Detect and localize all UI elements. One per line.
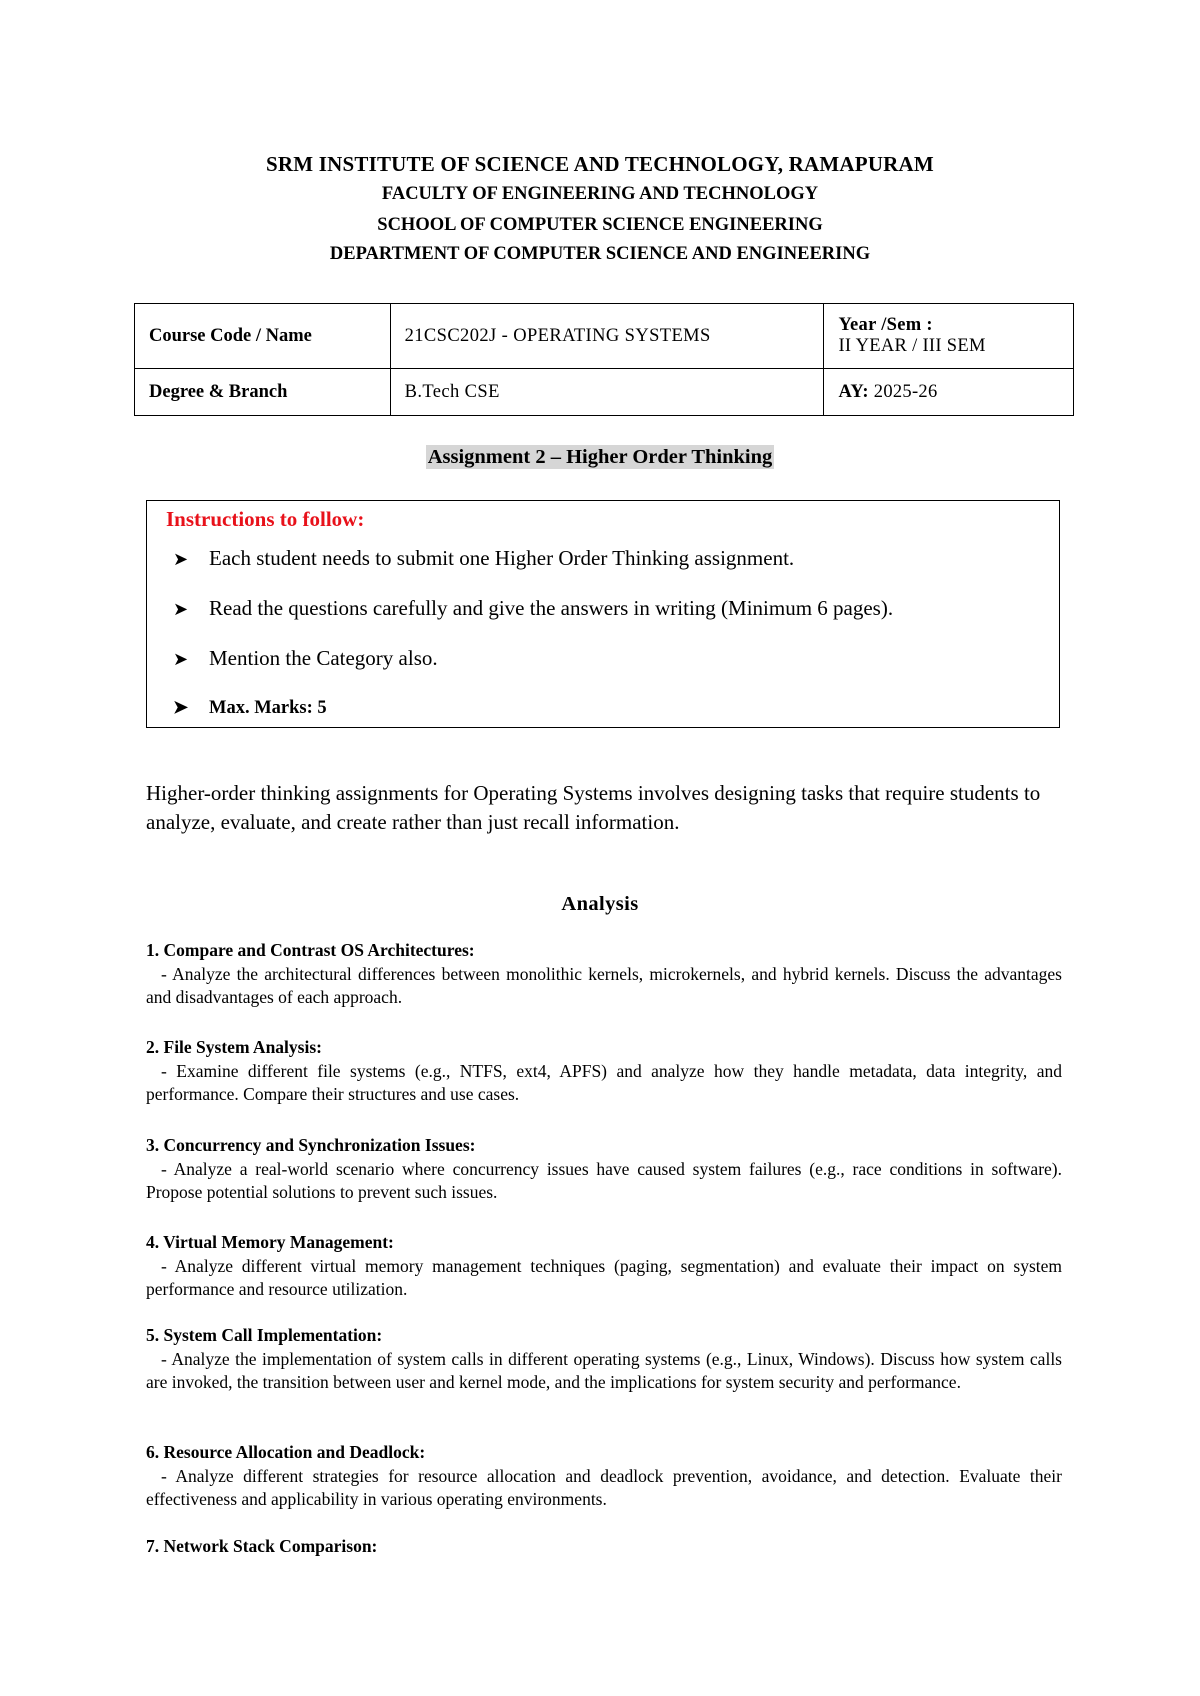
question-title: 4. Virtual Memory Management: (146, 1232, 394, 1252)
instruction-item (173, 546, 794, 571)
degree-row (135, 369, 1074, 416)
faculty-name: FACULTY OF ENGINEERING AND TECHNOLOGY (381, 184, 819, 204)
question-body: - Analyze the implementation of system calls in different operating systems (e.g., Linux, Windows). Discuss how system calls are invoked, the transition between user and kernel mode, and the implications for system security and performance. (146, 1348, 1062, 1392)
arrow-bullet-icon: ➤ (173, 649, 189, 669)
course-value: 21CSC202J - OPERATING SYSTEMS (390, 304, 824, 369)
instructions-heading: Instructions to follow: (166, 507, 365, 531)
course-row (135, 304, 1074, 369)
school-name: SCHOOL OF COMPUTER SCIENCE ENGINEERING (377, 215, 823, 235)
instruction-item (173, 596, 893, 621)
question-body: - Examine different file systems (e.g., NTFS, ext4, APFS) and analyze how they handle metadata, data integrity, and performance. Compare their structures and use cases. (146, 1060, 1062, 1104)
arrow-bullet-icon: ➤ (173, 549, 189, 569)
year-value: II YEAR / III SEM (838, 336, 986, 356)
section-title: Analysis (561, 893, 639, 915)
question-item (146, 1441, 1062, 1512)
assignment-title-block (0, 446, 1200, 469)
question-body: - Analyze the architectural differences between monolithic kernels, microkernels, and hybrid kernels. Discuss the advantages and disadvantages of each approach. (146, 963, 1062, 1007)
institute-name: SRM INSTITUTE OF SCIENCE AND TECHNOLOGY, RAMAPURAM (266, 152, 934, 176)
degree-value: B.Tech CSE (390, 369, 824, 416)
instruction-text: Read the questions carefully and give the answers in writing (Minimum 6 pages). (209, 596, 894, 620)
question-title: 5. System Call Implementation: (146, 1325, 383, 1345)
instruction-item (173, 697, 327, 719)
arrow-bullet-icon: ➤ (173, 599, 189, 619)
question-body: - Analyze a real-world scenario where concurrency issues have caused system failures (e.g., race conditions in software). Propose potential solutions to prevent such issues. (146, 1158, 1062, 1202)
question-title: 1. Compare and Contrast OS Architectures: (146, 940, 475, 960)
question-item (146, 1231, 1062, 1302)
arrow-bullet-icon: ➤ (173, 697, 189, 717)
instruction-text: Max. Marks: 5 (209, 698, 327, 718)
course-info-table (134, 303, 1074, 416)
question-title: 7. Network Stack Comparison: (146, 1536, 378, 1556)
instruction-item (173, 646, 438, 671)
course-label: Course Code / Name (135, 304, 391, 369)
question-title: 6. Resource Allocation and Deadlock: (146, 1442, 426, 1462)
year-cell (824, 304, 1074, 369)
question-item (146, 1036, 1062, 1107)
question-item (146, 1324, 1062, 1395)
question-item (146, 1535, 1062, 1559)
instructions-box (146, 500, 1060, 728)
department-name: DEPARTMENT OF COMPUTER SCIENCE AND ENGINEERING (329, 244, 871, 264)
question-title: 2. File System Analysis: (146, 1037, 322, 1057)
question-item (146, 939, 1062, 1010)
intro-paragraph: Higher-order thinking assignments for Operating Systems involves designing tasks that require students to analyze, evaluate, and create rather than just recall information. (146, 781, 1041, 834)
ay-value: 2025-26 (873, 381, 938, 402)
question-item (146, 1134, 1062, 1205)
question-body: - Analyze different virtual memory management techniques (paging, segmentation) and evaluate their impact on system performance and resource utilization. (146, 1255, 1062, 1299)
assignment-title: Assignment 2 – Higher Order Thinking (427, 446, 773, 468)
instruction-text: Mention the Category also. (209, 646, 438, 670)
instruction-text: Each student needs to submit one Higher Order Thinking assignment. (209, 546, 795, 570)
question-body: - Analyze different strategies for resource allocation and deadlock prevention, avoidance, and detection. Evaluate their effectiveness and applicability in various operating environments. (146, 1465, 1062, 1509)
ay-cell (824, 369, 1074, 416)
question-title: 3. Concurrency and Synchronization Issues: (146, 1135, 476, 1155)
year-label: Year /Sem : (838, 315, 933, 335)
degree-label: Degree & Branch (135, 369, 391, 416)
ay-label: AY: (838, 381, 869, 402)
